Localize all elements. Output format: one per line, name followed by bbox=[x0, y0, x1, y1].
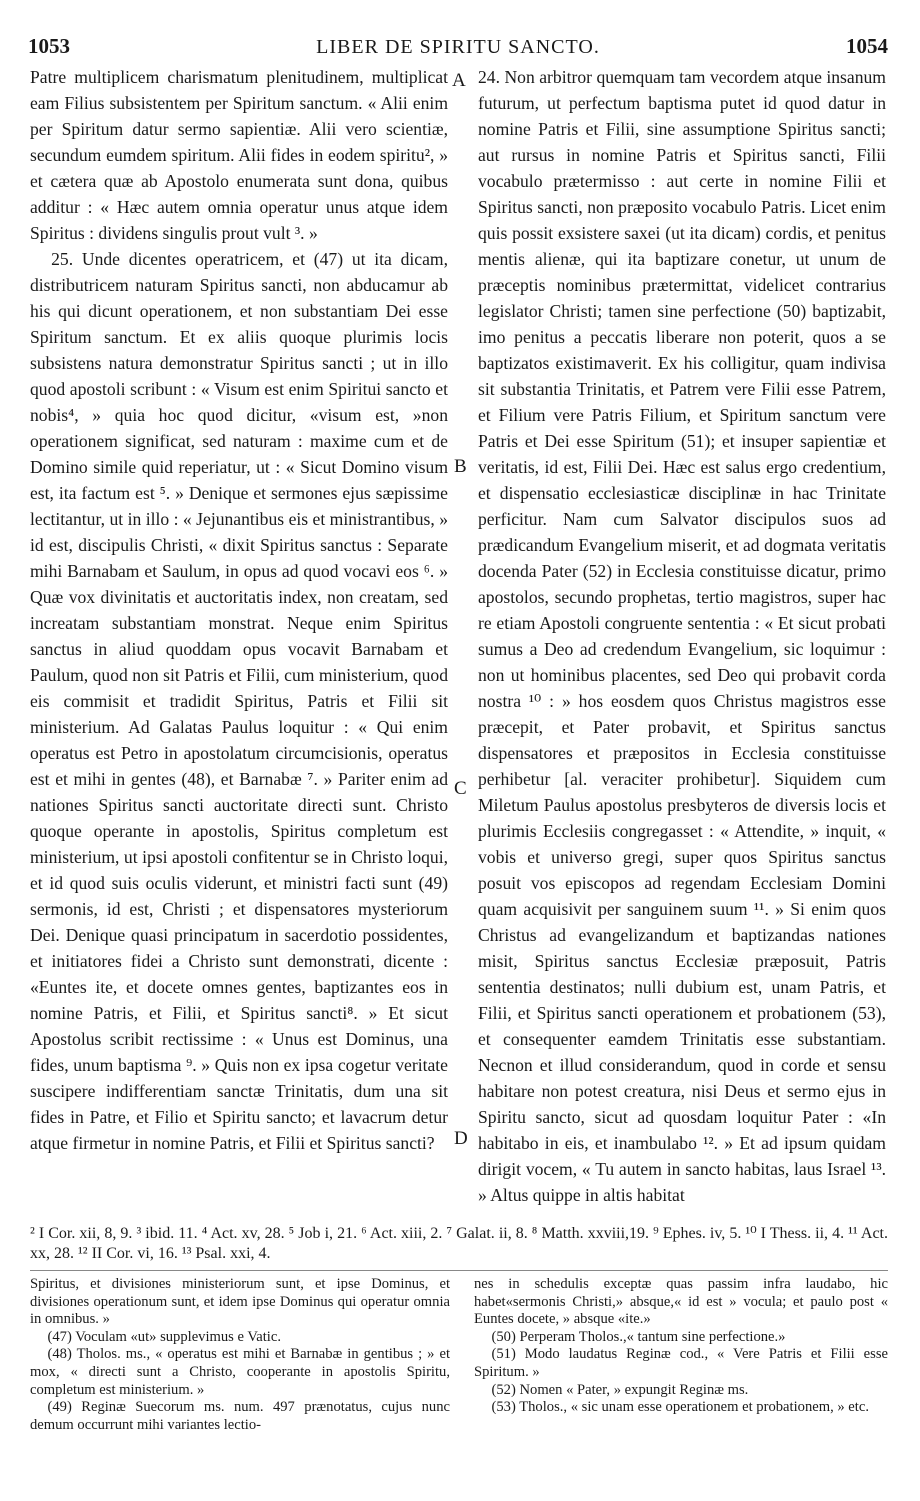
column-number-right: 1054 bbox=[846, 34, 888, 58]
footnotes-right bbox=[474, 1276, 888, 1491]
footnote: Spiritus, et divisiones ministeriorum sunt, et ipse Dominus, et divisiones operationum sunt, et idem ipse Dominus qui operatur omnia in omnibus. » bbox=[30, 1276, 450, 1328]
footnotes-left bbox=[30, 1276, 450, 1491]
footnote-48: (48) Tholos. ms., « operatus est mihi et Barnabæ in gentibus ; » et mox, « directi sunt a Christo, cooperante in apostolis Spiritu, completum est ministerium. » bbox=[30, 1346, 450, 1398]
paragraph-24: 24. Non arbitror quemquam tam vecordem atque insanum futurum, ut perfectum baptisma putet id quod datur in nomine Patris et Filii, sine assumptione Spiritus sancti; aut rursus in nomine Patris et Spiritus sancti, Filii vocabulo prætermisso : aut certe in nomine Filii et Spiritus sancti, non præposito vocabulo Patris. Licet enim quis possit exsistere saxei (ut ita dicam) cordis, et penitus mentis alienæ, qui ita baptizare conetur, ut unum de præceptis nominibus prætermittat, videlicet contrarius legislator Christi; tamen sine perfectione (50) baptizabit, imo penitus a peccatis liberare non poterit, quos a se baptizatos existimaverit. Ex his colligitur, quam indivisa sit substantia Trinitatis, et Patrem vere Filii esse Patrem, et Filium vere Patris Filium, et Spiritum sanctum vere Patris et Dei esse Spiritum (51); et insuper sapientiæ et veritatis, id est, Filii Dei. Hæc est salus ergo credentium, et dispensatio ecclesiasticæ disciplinæ in hac Trinitate perficitur. Nam cum Salvator discipulos suos ad prædicandum Evangelium miserit, et ad dogmata veritatis docenda Pater (52) in Ecclesia constituisse dicatur, primo apostolos, secundo prophetas, tertio magistros, super hac re etiam Apostoli congruente sententia : « Et sicut probati sumus a Deo ad credendum Evangelium, sic loquimur : non ut hominibus placentes, sed Deo qui probavit corda nostra ¹⁰ : » hos eosdem quos Christus magistros esse præcepit, et Pater probavit, et Spiritus sanctus dispensatores et præpositos in Ecclesia constituisse perhibetur [al. veraciter prohibetur]. Siquidem cum Miletum Paulus apostolus presbyteros de diversis locis et plurimis Ecclesiis congregasset : « Attendite, » inquit, « vobis et universo gregi, super quos Spiritus sanctus posuit vos episcopos ad regendam Ecclesiam Domini quam acquisivit per sanguinem suum ¹¹. » Si enim quos Christus ad evangelizandum et baptizandas nationes misit, Spiritus sanctus Ecclesiæ præposuit, Patris sententia destinatos; nulli dubium est, unam Patris, et Filii, et Spiritus sancti operationem et probationem (53), et consequenter eamdem Trinitatis esse substantiam. Necnon et illud considerandum, quod in corde et sensu habitare non potest creatura, nisi Deus et sermo ejus in Spiritu sancto, sicut ad quosdam loquitur Pater : «In habitabo in eis, et inambulabo ¹². » Et ad ipsum quidam dirigit vocem, « Tu autem in sancto habitas, laus Israel ¹³. » Altus quippe in altis habitat bbox=[478, 67, 886, 1205]
margin-marker-a: A bbox=[452, 70, 466, 91]
paragraph: Patre multiplicem charismatum plenitudinem, multiplicat eam Filius subsistentem per Spiritum sanctum. « Alii enim per Spiritum datur sermo sapientiæ. Alii vero scientiæ, secundum eumdem spiritum. Alii fides in eodem spiritu², » et cætera quæ ab Apostolo enumerata sunt dona, quibus additur : « Hæc autem omnia operatur unus atque idem Spiritus : dividens singulis prout vult ³. » bbox=[30, 67, 448, 243]
footnote-49: (49) Reginæ Suecorum ms. num. 497 prænotatus, cujus nunc demum occurrunt mihi variantes lectio- bbox=[30, 1399, 450, 1433]
paragraph-25: 25. Unde dicentes operatricem, et (47) ut ita dicam, distributricem naturam Spiritus sancti, non abducamur ab his qui dicunt operationem, et non substantiam Dei esse Spiritum sanctum. Et ex aliis quoque plurimis locis subsistens natura demonstratur Spiritus sancti ; ut in illo quod apostoli scribunt : « Visum est enim Spiritui sancto et nobis⁴, » quia hoc quod dicitur, «visum est, »non operationem significat, sed naturam : maxime cum et de Domino simile quid reperiatur, ut : « Sicut Domino visum est, ita factum est ⁵. » Denique et sermones ejus sæpissime lectitantur, ut in illo : « Jejunantibus eis et ministrantibus, » id est, discipulis Christi, « dixit Spiritus sanctus : Separate mihi Barnabam et Saulum, in opus ad quod vocavi eos ⁶. » Quæ vox divinitatis et auctoritatis index, non creatam, sed increatam substantiam monstrat. Neque enim Spiritus sanctus in aliud quoddam opus vocavit Barnabam et Paulum, quod non sit Patris et Filii, cum ministerium, quod eis commisit et tradidit Spiritus, Patris et Filii sit ministerium. Ad Galatas Paulus loquitur : « Qui enim operatus est Petro in apostolatum circumcisionis, operatus est et mihi in gentes (48), et Barnabæ ⁷. » Pariter enim ad nationes Spiritus sancti auctoritate directi sunt. Christo quoque operante in apostolis, Spiritus completum est ministerium, ut ipsi apostoli confitentur se in Christo loqui, et id quod suis oculis viderunt, et ministri facti sunt (49) sermonis, id est, Christi ; et dispensatores mysteriorum Dei. Denique quasi principatum in sacerdotio possidentes, et initiatores fidei a Christo sunt demonstrati, dicente : «Euntes ite, et docete omnes gentes, baptizantes eos in nomine Patris, et Filii, et Spiritus sancti⁸. » Et sicut Apostolus scribit rectissime : « Unus est Dominus, una fides, unum baptisma ⁹. » Quis non ex ipsa cogetur veritate suscipere indifferentiam sanctæ Trinitatis, dum una sit fides in Patre, et Filio et Spiritu sancto; et lavacrum detur atque firmetur in nomine Patris, et Filii et Spiritus sancti? bbox=[30, 249, 448, 1153]
running-title: LIBER DE SPIRITU SANCTO. bbox=[316, 36, 600, 58]
scripture-references: ² I Cor. xii, 8, 9. ³ ibid. 11. ⁴ Act. xv, 28. ⁵ Job i, 21. ⁶ Act. xiii, 2. ⁷ Galat. ii, 8. ⁸ Matth. xxviii,19. ⁹ Ephes. iv, 5. ¹⁰ I Thess. ii, 4. ¹¹ Act. xx, 28. ¹² II Cor. vi, 16. ¹³ Psal. xxi, 4. bbox=[30, 1225, 888, 1262]
margin-marker-d: D bbox=[454, 1128, 468, 1149]
footnote-50: (50) Perperam Tholos.,« tantum sine perfectione.» bbox=[491, 1328, 786, 1345]
footnote-51: (51) Modo laudatus Reginæ cod., « Vere Patris et Filii esse Spiritum. » bbox=[474, 1346, 888, 1380]
margin-marker-b: B bbox=[454, 456, 467, 477]
column-number-left: 1053 bbox=[28, 34, 70, 58]
margin-marker-c: C bbox=[454, 778, 467, 799]
footnote-divider bbox=[30, 1270, 888, 1271]
page-header bbox=[28, 34, 888, 64]
footnote-52: (52) Nomen « Pater, » expungit Reginæ ms. bbox=[491, 1381, 749, 1398]
footnote: nes in schedulis exceptæ quas passim infra laudabo, hic habet«sermonis Christi,» absque,« id est » vocula; et paulo post « Euntes docete, » absque «ite.» bbox=[474, 1276, 888, 1328]
right-column bbox=[478, 64, 886, 1224]
footnote-47: (47) Voculam «ut» supplevimus e Vatic. bbox=[47, 1328, 281, 1345]
footnote-53: (53) Tholos., « sic unam esse operationem et probationem, » etc. bbox=[491, 1399, 869, 1416]
left-column bbox=[30, 64, 448, 1224]
